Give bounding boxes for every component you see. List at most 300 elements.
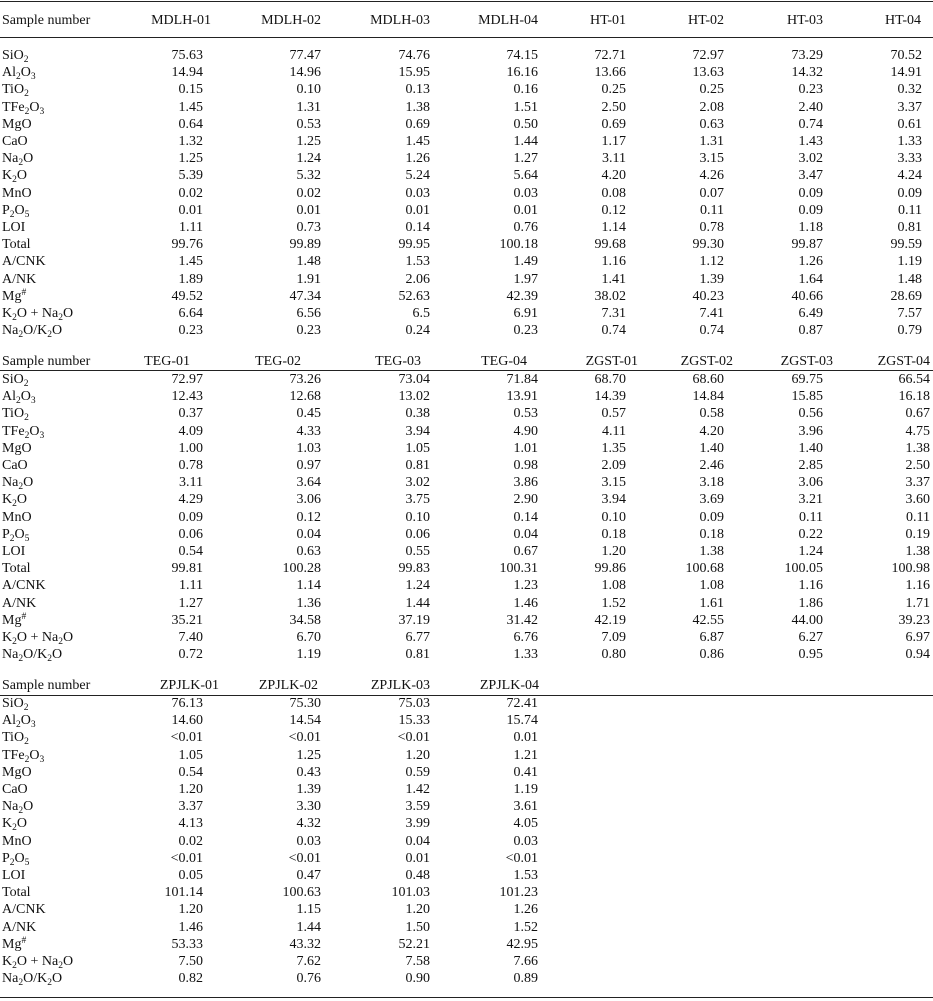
table-row [0,271,933,288]
value-cell: 99.68 [594,237,626,253]
sample-header: ZPJLK-01 [159,678,219,693]
parameter-label: Total [2,237,31,253]
value-cell: 1.38 [699,544,724,559]
table-row [0,612,933,629]
parameter-label: MgO [2,116,32,132]
value-cell: 38.02 [594,288,626,304]
value-cell: 2.46 [699,458,724,473]
value-cell: 7.31 [601,306,626,321]
sample-header: MDLH-04 [478,13,538,28]
value-cell: 0.94 [905,647,930,663]
table-row [0,712,933,729]
value-cell: 4.09 [178,423,203,439]
sample-header: HT-04 [884,13,921,28]
parameter-label: $P_2O_5$ [2,850,30,868]
value-cell: 1.48 [296,254,321,270]
table-rule [0,1,933,2]
value-cell: 0.04 [513,526,538,542]
value-cell: 44.00 [791,612,823,628]
value-cell: 1.53 [513,868,538,883]
parameter-label: $Na_2O/K_2O$ [2,647,63,665]
parameter-label: MnO [2,833,32,849]
value-cell: 7.57 [897,306,922,321]
value-cell: 0.67 [513,544,538,559]
value-cell: 0.02 [296,185,321,201]
table-rule [0,997,933,998]
table-row [0,288,933,305]
value-cell: 75.63 [171,48,203,63]
value-cell: 7.41 [699,306,724,321]
table-row [0,867,933,884]
value-cell: 1.19 [296,647,321,663]
value-cell: 7.66 [513,954,538,969]
value-cell: 13.66 [594,65,626,81]
value-cell: 4.24 [897,168,922,184]
value-cell: 3.02 [798,151,823,167]
value-cell: 14.96 [289,65,321,81]
sample-header: ZPJLK-03 [370,678,430,693]
value-cell: 53.33 [171,936,203,952]
value-cell: 1.40 [699,440,724,456]
parameter-label: $K_2O$ [2,168,27,186]
table-row [0,371,933,388]
parameter-label: $Na_2O/K_2O$ [2,971,63,989]
value-cell: 0.01 [405,202,430,218]
value-cell: 0.23 [296,323,321,339]
value-cell: 4.26 [699,168,724,184]
parameter-label: TiO$_2$ [2,82,29,100]
value-cell: 3.18 [699,475,724,491]
value-cell: 73.26 [289,372,321,387]
table-row [0,970,933,987]
value-cell: 15.85 [791,389,823,405]
value-cell: 1.42 [405,782,430,797]
value-cell: 1.20 [405,747,430,763]
value-cell: 1.45 [405,134,430,149]
value-cell: 6.70 [296,630,321,645]
value-cell: 2.50 [601,99,626,115]
value-cell: 2.85 [798,458,823,473]
parameter-label: CaO [2,134,28,149]
value-cell: 74.76 [398,48,430,63]
value-cell: 0.67 [905,406,930,422]
value-cell: 1.20 [178,902,203,918]
value-cell: 0.69 [601,116,626,132]
table-row [0,781,933,798]
value-cell: 1.35 [601,440,626,456]
value-cell: 100.68 [685,561,724,577]
value-cell: 0.02 [178,833,203,849]
table-row [0,936,933,953]
value-cell: 77.47 [289,48,321,63]
value-cell: 74.15 [506,48,538,63]
parameter-label: $Al_2O_3$ [2,389,36,407]
header-row [0,677,933,694]
value-cell: 4.13 [178,816,203,832]
value-cell: 3.21 [798,492,823,508]
sample-header: ZGST-03 [780,354,833,369]
parameter-label: Total [2,561,31,577]
value-cell: 0.48 [405,868,430,883]
value-cell: 1.48 [897,271,922,287]
value-cell: 0.57 [601,406,626,422]
value-cell: 6.91 [513,306,538,321]
table-row [0,64,933,81]
value-cell: 1.27 [513,151,538,167]
value-cell: 0.82 [178,971,203,987]
value-cell: 4.11 [602,423,626,439]
value-cell: <0.01 [170,730,203,746]
sample-header: HT-02 [687,13,724,28]
header-label: Sample number [2,13,91,28]
table-row [0,953,933,970]
value-cell: 0.07 [699,185,724,201]
value-cell: 0.09 [699,509,724,525]
value-cell: 1.91 [296,271,321,287]
value-cell: 73.29 [791,48,823,63]
table-row [0,729,933,746]
parameter-label: TiO$_2$ [2,406,29,424]
value-cell: 1.46 [178,919,203,935]
value-cell: 0.06 [405,526,430,542]
value-cell: 0.54 [178,544,203,559]
value-cell: 7.58 [405,954,430,969]
value-cell: 42.19 [594,612,626,628]
sample-header: MDLH-02 [261,13,321,28]
table-row [0,526,933,543]
table-row [0,509,933,526]
value-cell: 1.32 [178,134,203,149]
value-cell: 4.05 [513,816,538,832]
value-cell: <0.01 [288,850,321,866]
value-cell: 1.43 [798,134,823,149]
value-cell: 0.19 [905,526,930,542]
table-row [0,833,933,850]
value-cell: 0.09 [178,509,203,525]
value-cell: 1.45 [178,99,203,115]
parameter-label: A/NK [2,271,37,287]
value-cell: 5.24 [405,168,430,184]
value-cell: 100.98 [891,561,930,577]
value-cell: 0.11 [898,202,922,218]
table-row [0,236,933,253]
value-cell: 1.33 [513,647,538,663]
value-cell: 1.40 [798,440,823,456]
value-cell: 1.27 [178,595,203,611]
value-cell: 1.38 [905,440,930,456]
table-row [0,764,933,781]
value-cell: 0.01 [405,850,430,866]
table-row [0,219,933,236]
value-cell: 6.76 [513,630,538,645]
value-cell: 99.76 [171,237,203,253]
header-label: Sample number [2,354,91,369]
value-cell: 0.12 [296,509,321,525]
value-cell: 0.10 [601,509,626,525]
table-row [0,305,933,322]
value-cell: 2.90 [513,492,538,508]
parameter-label: Mg# [2,935,27,952]
value-cell: 100.31 [499,561,538,577]
value-cell: 4.20 [699,423,724,439]
value-cell: 0.58 [699,406,724,422]
value-cell: 1.51 [513,99,538,115]
value-cell: 4.20 [601,168,626,184]
value-cell: 0.74 [699,323,724,339]
value-cell: 28.69 [890,288,922,304]
value-cell: 99.59 [890,237,922,253]
value-cell: 4.33 [296,423,321,439]
value-cell: 0.09 [798,202,823,218]
value-cell: 1.05 [405,440,430,456]
value-cell: 35.21 [171,612,203,628]
value-cell: 0.14 [513,509,538,525]
value-cell: 1.20 [601,544,626,559]
value-cell: 73.04 [398,372,430,387]
value-cell: 99.87 [791,237,823,253]
value-cell: 66.54 [898,372,930,387]
parameter-label: $TFe_2O_3$ [2,423,45,441]
parameter-label: $Na_2O/K_2O$ [2,323,63,341]
value-cell: 1.50 [405,919,430,935]
value-cell: 0.47 [296,868,321,883]
value-cell: 0.08 [601,185,626,201]
sample-header: ZPJLK-04 [479,678,539,693]
value-cell: 1.53 [405,254,430,270]
value-cell: 0.01 [296,202,321,218]
value-cell: 0.09 [897,185,922,201]
value-cell: 1.08 [601,578,626,594]
table-row [0,815,933,832]
value-cell: 3.94 [405,423,430,439]
value-cell: 3.30 [296,799,321,815]
value-cell: 99.81 [171,561,203,577]
value-cell: 13.91 [506,389,538,405]
value-cell: 1.64 [798,271,823,287]
table-row [0,388,933,405]
sample-header: HT-01 [589,13,626,28]
value-cell: 69.75 [791,372,823,387]
table-row [0,457,933,474]
value-cell: 15.74 [506,713,538,729]
value-cell: 6.49 [798,306,823,321]
parameter-label: CaO [2,782,28,797]
table-row [0,405,933,422]
value-cell: 42.39 [506,288,538,304]
value-cell: 7.09 [601,630,626,645]
value-cell: 3.59 [405,799,430,815]
value-cell: 14.54 [289,713,321,729]
value-cell: 15.95 [398,65,430,81]
value-cell: 71.84 [506,372,538,387]
sample-header: TEG-01 [144,354,190,369]
value-cell: 5.39 [178,168,203,184]
sample-header: MDLH-01 [151,13,211,28]
value-cell: 101.23 [499,885,538,901]
value-cell: 0.04 [405,833,430,849]
value-cell: 2.50 [905,458,930,473]
value-cell: 1.31 [296,99,321,115]
value-cell: 0.23 [178,323,203,339]
value-cell: 0.16 [513,82,538,98]
value-cell: 0.10 [296,82,321,98]
value-cell: 7.62 [296,954,321,969]
value-cell: 0.23 [798,82,823,98]
value-cell: 31.42 [506,612,538,628]
value-cell: 0.10 [405,509,430,525]
value-cell: 14.84 [692,389,724,405]
value-cell: 101.14 [164,885,203,901]
value-cell: 6.64 [178,306,203,321]
value-cell: 1.25 [296,747,321,763]
value-cell: 0.11 [700,202,724,218]
value-cell: 0.80 [601,647,626,663]
table-row [0,560,933,577]
value-cell: 100.63 [282,885,321,901]
parameter-label: MgO [2,440,32,456]
value-cell: 100.28 [282,561,321,577]
value-cell: 5.32 [296,168,321,184]
value-cell: 3.37 [905,475,930,491]
value-cell: 16.18 [898,389,930,405]
value-cell: 1.14 [601,220,626,235]
value-cell: 0.04 [296,526,321,542]
value-cell: 1.44 [405,595,430,611]
value-cell: 5.64 [513,168,538,184]
parameter-label: $Al_2O_3$ [2,713,36,731]
parameter-label: $K_2O$ [2,816,27,834]
value-cell: 0.12 [601,202,626,218]
value-cell: 70.52 [890,48,922,63]
parameter-label: $Na_2O$ [2,799,34,817]
table-row [0,695,933,712]
value-cell: 0.09 [798,185,823,201]
value-cell: 3.11 [602,151,626,167]
value-cell: 0.06 [178,526,203,542]
value-cell: 4.29 [178,492,203,508]
value-cell: 0.14 [405,220,430,235]
value-cell: 0.89 [513,971,538,987]
value-cell: <0.01 [397,730,430,746]
value-cell: 2.09 [601,458,626,473]
parameter-label: A/CNK [2,902,46,918]
value-cell: 52.63 [398,288,430,304]
value-cell: 14.32 [791,65,823,81]
value-cell: 3.15 [699,151,724,167]
header-label: Sample number [2,678,91,693]
value-cell: 1.38 [405,99,430,115]
value-cell: 0.76 [513,220,538,235]
value-cell: 0.63 [296,544,321,559]
value-cell: 0.55 [405,544,430,559]
value-cell: 0.73 [296,220,321,235]
sample-header: MDLH-03 [370,13,430,28]
table-row [0,185,933,202]
value-cell: 3.06 [296,492,321,508]
parameter-label: SiO$_2$ [2,372,29,389]
value-cell: 1.24 [798,544,823,559]
parameter-label: $P_2O_5$ [2,526,30,544]
value-cell: 13.02 [398,389,430,405]
parameter-label: $K_2O + Na_2O$ [2,306,74,323]
value-cell: 0.86 [699,647,724,663]
value-cell: 1.15 [296,902,321,918]
table-row [0,474,933,491]
value-cell: 0.13 [405,82,430,98]
value-cell: 75.03 [398,696,430,711]
parameter-label: SiO$_2$ [2,696,29,713]
value-cell: 4.90 [513,423,538,439]
table-row [0,116,933,133]
value-cell: 0.22 [798,526,823,542]
value-cell: 0.32 [897,82,922,98]
value-cell: 12.43 [171,389,203,405]
value-cell: 1.49 [513,254,538,270]
parameter-label: TiO$_2$ [2,730,29,748]
value-cell: 2.08 [699,99,724,115]
parameter-label: CaO [2,458,28,473]
sample-header: ZGST-04 [877,354,930,369]
value-cell: 1.61 [699,595,724,611]
value-cell: 1.01 [513,440,538,456]
parameter-label: $K_2O$ [2,492,27,510]
value-cell: 40.66 [791,288,823,304]
value-cell: 3.69 [699,492,724,508]
value-cell: 1.21 [513,747,538,763]
value-cell: 0.78 [178,458,203,473]
table-row [0,423,933,440]
value-cell: 3.02 [405,475,430,491]
value-cell: 0.81 [405,647,430,663]
value-cell: 100.05 [784,561,823,577]
value-cell: 42.55 [692,612,724,628]
value-cell: 13.63 [692,65,724,81]
value-cell: 1.20 [178,782,203,797]
value-cell: 0.11 [906,509,930,525]
value-cell: 12.68 [289,389,321,405]
value-cell: 99.30 [692,237,724,253]
table-row [0,491,933,508]
sample-header: ZGST-01 [585,354,638,369]
table-row [0,595,933,612]
value-cell: 7.50 [178,954,203,969]
table-row [0,150,933,167]
value-cell: 1.71 [905,595,930,611]
value-cell: 1.36 [296,595,321,611]
value-cell: 0.81 [897,220,922,235]
value-cell: 75.30 [289,696,321,711]
value-cell: 1.16 [601,254,626,270]
value-cell: 16.16 [506,65,538,81]
value-cell: 0.38 [405,406,430,422]
table-row [0,440,933,457]
value-cell: 99.86 [594,561,626,577]
value-cell: 0.05 [178,868,203,883]
value-cell: 1.14 [296,578,321,594]
value-cell: 6.27 [798,630,823,645]
value-cell: 1.44 [513,134,538,149]
value-cell: 0.11 [799,509,823,525]
value-cell: 1.45 [178,254,203,270]
value-cell: 0.81 [405,458,430,473]
sample-header: ZGST-02 [680,354,733,369]
table-row [0,747,933,764]
table-row [0,884,933,901]
value-cell: <0.01 [170,850,203,866]
parameter-label: $Al_2O_3$ [2,65,36,83]
value-cell: 6.97 [905,630,930,645]
value-cell: 1.38 [905,544,930,559]
